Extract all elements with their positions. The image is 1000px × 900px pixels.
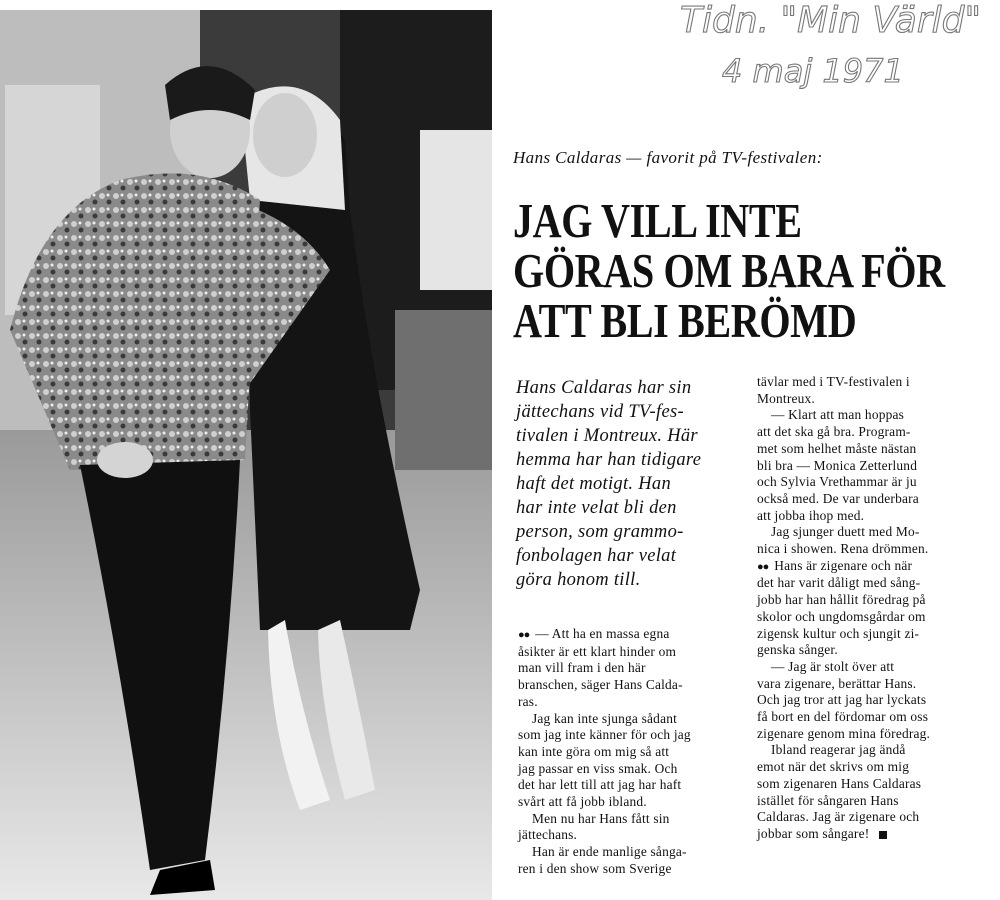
body-line: vara zigenare, berättar Hans. [757, 675, 917, 691]
body-line: det har lett till att jag har haft [518, 777, 682, 793]
intro-line: person, som grammo- [516, 522, 684, 542]
article-column-left [518, 626, 738, 878]
body-line: som zigenaren Hans Caldaras [757, 775, 922, 791]
article-photo [0, 10, 492, 900]
end-of-article-mark [879, 831, 887, 839]
body-line: Montreux. [757, 390, 815, 406]
body-line: och Sylvia Vrethammar är ju [757, 474, 917, 490]
intro-line: hemma har han tidigare [516, 450, 702, 470]
body-line: nica i showen. Rena drömmen. [757, 541, 929, 557]
body-line: skolor och ungdomsgårdar om [757, 608, 926, 624]
body-line [757, 826, 979, 843]
body-line: emot när det skrivs om mig [757, 759, 910, 775]
body-line: svårt att få jobb ibland. [518, 794, 647, 810]
intro-line: haft det motigt. Han [516, 474, 672, 494]
body-line: Men nu har Hans fått sin [532, 810, 670, 826]
intro-line: har inte velat bli den [516, 498, 677, 518]
body-line: Ibland reagerar jag ändå [771, 742, 906, 758]
body-line: kan inte göra om mig så att [518, 743, 670, 759]
article-intro [516, 376, 736, 592]
body-line: Han är ende manlige sånga- [532, 844, 687, 860]
body-line: zigensk kultur och sjungit zi- [757, 625, 920, 641]
body-line: Jag sjunger duett med Mo- [771, 524, 920, 540]
body-line: — Jag är stolt över att [771, 658, 895, 674]
article-kicker: Hans Caldaras — favorit på TV-festivalen: [513, 148, 823, 167]
body-line-text: — Att ha en massa egna [535, 626, 670, 641]
article-headline [513, 193, 945, 348]
headline-line: GÖRAS OM BARA FÖR [513, 243, 945, 298]
body-line [518, 626, 738, 644]
body-line: jobb har han hållit föredrag på [757, 592, 926, 608]
body-line: — Klart att man hoppas [771, 407, 905, 423]
body-line: zigenare genom mina föredrag. [757, 725, 931, 741]
intro-line: jättechans vid TV-fes- [516, 402, 684, 422]
body-line: Caldaras. Jag är zigenare och [757, 809, 920, 825]
body-line: istället för sångaren Hans [757, 792, 899, 808]
handwritten-annotation [660, 0, 995, 110]
body-line: åsikter är ett klart hinder om [518, 643, 677, 659]
body-line: jättechans. [518, 827, 578, 843]
body-line: met som helhet måste nästan [757, 440, 917, 456]
body-line: också med. De var underbara [757, 490, 919, 506]
intro-line: Hans Caldaras har sin [516, 378, 692, 398]
headline-line: ATT BLI BERÖMD [513, 293, 857, 348]
handwritten-line-1: Tidn. "Min Värld" [680, 0, 982, 41]
body-line: att jobba ihop med. [757, 507, 865, 523]
body-line-text: jobbar som sångare! [757, 825, 870, 841]
body-line: som jag inte känner för och jag [518, 727, 691, 743]
body-line: tävlar med i TV-festivalen i [757, 374, 910, 389]
body-line-text: Hans är zigenare och när [774, 557, 913, 573]
body-line: genska sånger. [757, 642, 838, 658]
photo-illustration [0, 10, 492, 900]
body-line: man vill fram i den här [518, 660, 646, 676]
article-column-right [757, 374, 979, 843]
body-line: jag passar en viss smak. Och [518, 760, 678, 776]
handwriting-illustration [660, 0, 995, 110]
handwritten-line-2: 4 maj 1971 [722, 52, 904, 90]
body-line: det har varit dåligt med sång- [757, 575, 921, 591]
body-line: ren i den show som Sverige [518, 860, 672, 876]
intro-line: fonbolagen har velat [516, 546, 677, 566]
body-line: Jag kan inte sjunga sådant [532, 710, 678, 726]
bullet-marker: ●● [518, 629, 530, 641]
body-line: ras. [518, 693, 538, 709]
body-line: bli bra — Monica Zetterlund [757, 457, 918, 473]
intro-line: göra honom till. [516, 570, 641, 590]
body-line [757, 558, 979, 576]
headline-line: JAG VILL INTE [513, 193, 802, 248]
body-line: få bort en del fördomar om oss [757, 709, 929, 725]
bullet-marker: ●● [757, 560, 769, 573]
body-line: Och jag tror att jag har lyckats [757, 692, 927, 708]
body-line: branschen, säger Hans Calda- [518, 677, 683, 693]
body-line: att det ska gå bra. Program- [757, 424, 911, 440]
intro-line: tivalen i Montreux. Här [516, 426, 698, 446]
